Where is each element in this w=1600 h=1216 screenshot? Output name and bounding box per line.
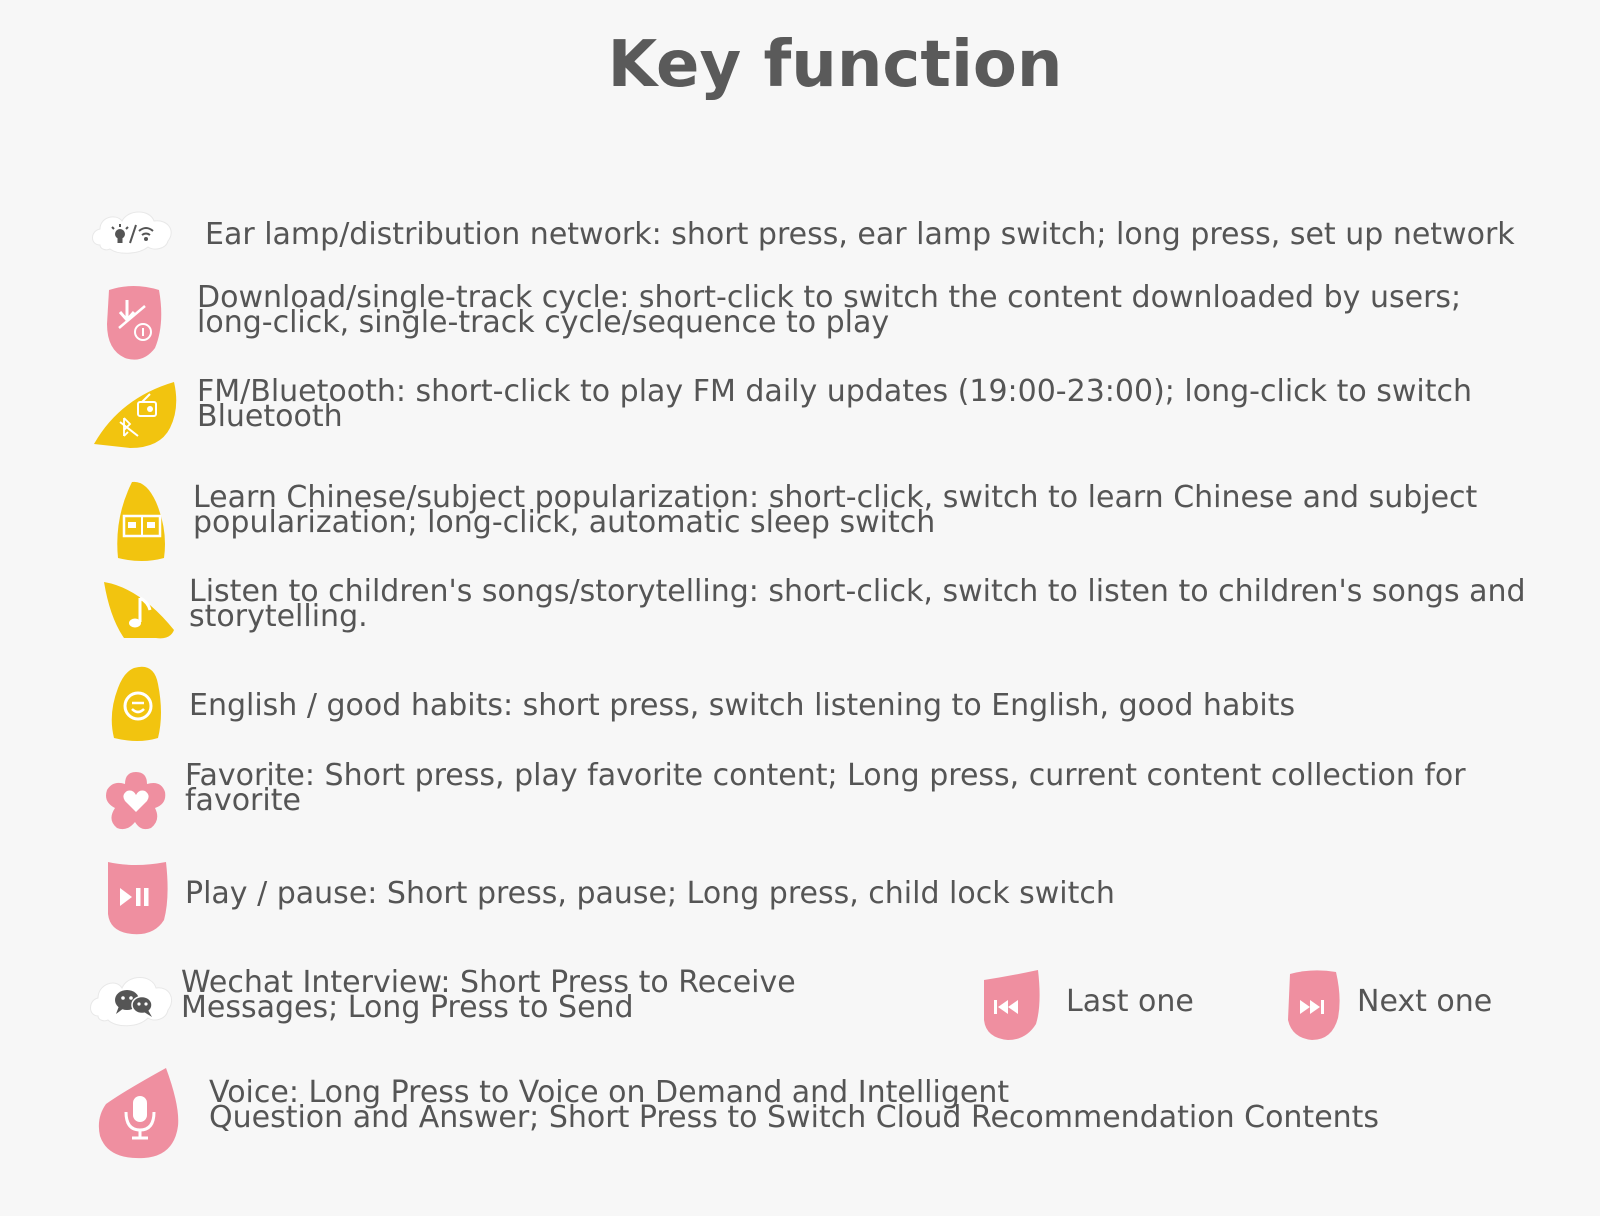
item-line: long-click, single-track cycle/sequence to play — [197, 305, 890, 340]
item-text-fm — [197, 374, 1472, 434]
wechat-icon — [86, 970, 176, 1032]
item-line: Ear lamp/distribution network: short press, ear lamp switch; long press, set up network — [205, 217, 1515, 252]
item-line: Messages; Long Press to Send — [181, 990, 634, 1025]
item-line: Download/single-track cycle: short-click to switch the content downloaded by users; — [197, 280, 1462, 315]
item-text-download — [197, 280, 1462, 340]
lamp-wifi-cloud-icon — [88, 205, 178, 257]
item-text-chinese — [193, 480, 1478, 540]
item-text-voice — [209, 1075, 1380, 1135]
item-text-play-pause — [185, 877, 1115, 911]
next-track-icon — [1284, 968, 1342, 1042]
play-pause-icon — [104, 858, 170, 936]
download-cycle-icon — [103, 284, 165, 362]
item-line: Learn Chinese/subject popularization: short-click, switch to learn Chinese and subject — [193, 480, 1478, 515]
book-icon — [112, 478, 170, 564]
item-line: Favorite: Short press, play favorite content; Long press, current content collection for — [185, 758, 1466, 793]
previous-track-icon — [980, 968, 1042, 1042]
prev-label: Last one — [1066, 984, 1194, 1019]
music-note-icon — [100, 578, 180, 642]
item-line: Wechat Interview: Short Press to Receive — [181, 965, 796, 1000]
item-line: FM/Bluetooth: short-click to play FM daily updates (19:00-23:00); long-click to switch — [197, 374, 1472, 409]
item-line: Bluetooth — [197, 399, 343, 434]
item-line: Question and Answer; Short Press to Switch Cloud Recommendation Contents — [209, 1100, 1380, 1135]
item-line: Listen to children's songs/storytelling: short-click, switch to listen to children's songs and — [189, 574, 1526, 609]
item-text-english — [189, 689, 1295, 723]
radio-bluetooth-icon — [90, 378, 180, 452]
item-line: Voice: Long Press to Voice on Demand and Intelligent — [209, 1075, 1010, 1110]
item-text-favorite — [185, 758, 1466, 818]
item-line: Play / pause: Short press, pause; Long press, child lock switch — [185, 876, 1115, 911]
item-text-wechat — [181, 965, 796, 1025]
item-line: storytelling. — [189, 599, 368, 634]
item-line: English / good habits: short press, switch listening to English, good habits — [189, 688, 1296, 723]
item-line: favorite — [185, 783, 301, 818]
item-text-ear-lamp — [205, 218, 1515, 252]
microphone-icon — [96, 1066, 184, 1160]
heart-flower-icon — [103, 768, 169, 834]
item-text-songs — [189, 574, 1526, 634]
item-line: popularization; long-click, automatic sleep switch — [193, 505, 936, 540]
next-label: Next one — [1357, 984, 1493, 1019]
smiley-icon — [108, 664, 164, 744]
page-title: Key function — [607, 28, 1063, 102]
